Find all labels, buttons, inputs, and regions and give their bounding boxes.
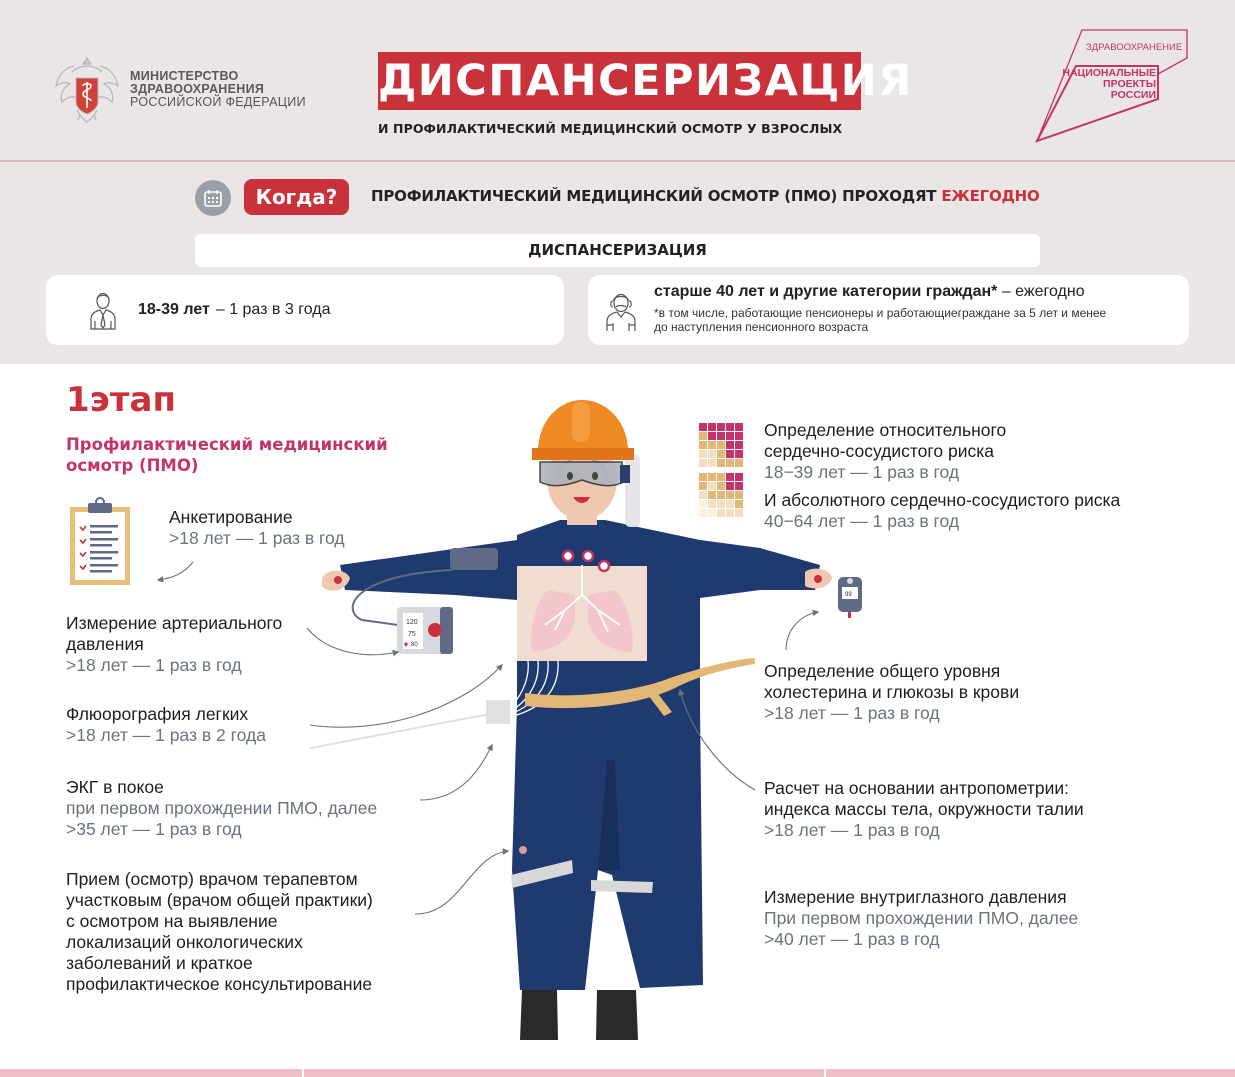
bp-pulse: 80 bbox=[411, 642, 418, 648]
item-frequency: 40−64 лет — 1 раз в год bbox=[764, 511, 960, 531]
note-line2: до наступления пенсионного возраста bbox=[654, 320, 869, 334]
note-line1: *в том числе, работающие пенсионеры и работающиеграждане за 5 лет и менее bbox=[654, 306, 1107, 320]
frequency: – ежегодно bbox=[997, 283, 1085, 300]
frequency: – 1 раз в 3 года bbox=[215, 301, 331, 318]
natproj-top: ЗДРАВООХРАНЕНИЕ bbox=[1086, 42, 1183, 53]
item-title: индекса массы тела, окружности талии bbox=[764, 799, 1084, 819]
natproj-line3: РОССИИ bbox=[1110, 89, 1156, 101]
worker-illustration bbox=[310, 395, 870, 1045]
age-card-40-plus bbox=[588, 275, 1189, 345]
bp-systolic: 120 bbox=[406, 619, 418, 626]
ministry-line1: МИНИСТЕРСТВО bbox=[130, 68, 239, 83]
item-frequency: >18 лет — 1 раз в 2 года bbox=[66, 725, 266, 745]
item-title: ЭКГ в покое bbox=[66, 777, 164, 797]
calendar-icon bbox=[195, 180, 231, 216]
ministry-line3: РОССИЙСКОЙ ФЕДЕРАЦИИ bbox=[130, 94, 306, 109]
item-title: заболеваний и краткое bbox=[66, 953, 253, 973]
footer-strip bbox=[0, 1069, 1235, 1077]
item-title: холестерина и глюкозы в крови bbox=[764, 682, 1020, 702]
footer-divider bbox=[302, 1069, 304, 1077]
item-title: Определение общего уровня bbox=[764, 661, 1001, 681]
item-title: Прием (осмотр) врачом терапевтом bbox=[66, 869, 358, 889]
pmo-title-line2: осмотр (ПМО) bbox=[66, 456, 199, 475]
clipboard-icon bbox=[68, 497, 132, 587]
young-person-icon bbox=[88, 291, 118, 331]
ministry-line2: ЗДРАВООХРАНЕНИЯ bbox=[130, 81, 265, 96]
item-frequency: >18 лет — 1 раз в год bbox=[764, 820, 940, 840]
item-frequency: 18−39 лет — 1 раз в год bbox=[764, 462, 960, 482]
natproj-line2: ПРОЕКТЫ bbox=[1103, 78, 1156, 90]
item-fluorography bbox=[66, 704, 266, 746]
coat-of-arms-icon bbox=[52, 52, 122, 126]
item-frequency: >35 лет — 1 раз в год bbox=[66, 819, 242, 839]
when-text bbox=[371, 187, 1040, 205]
item-title: локализаций онкологических bbox=[66, 932, 303, 952]
stage-title: 1этап bbox=[66, 380, 176, 420]
pmo-title-line1: Профилактический медицинский bbox=[66, 435, 388, 454]
elderly-person-icon bbox=[604, 291, 638, 333]
item-title: Измерение артериального bbox=[66, 613, 283, 633]
item-title: профилактическое консультирование bbox=[66, 974, 373, 994]
item-frequency: >18 лет — 1 раз в год bbox=[764, 703, 940, 723]
item-title: Определение относительного bbox=[764, 420, 1007, 440]
item-title: участковым (врачом общей практики) bbox=[66, 890, 373, 910]
item-title: Измерение внутриглазного давления bbox=[764, 887, 1067, 907]
age-range: 18-39 лет bbox=[138, 301, 210, 318]
age-range: старше 40 лет и другие категории граждан* bbox=[654, 283, 998, 300]
glucometer-icon bbox=[838, 577, 862, 618]
item-frequency: При первом прохождении ПМО, далее bbox=[764, 908, 1079, 928]
national-projects-logo bbox=[1030, 26, 1195, 146]
item-title: сердечно-сосудистого риска bbox=[764, 441, 995, 461]
item-frequency: >40 лет — 1 раз в год bbox=[764, 929, 940, 949]
when-text-main: ПРОФИЛАКТИЧЕСКИЙ МЕДИЦИНСКИЙ ОСМОТР (ПМО) ПРОХОДЯТ bbox=[371, 187, 937, 205]
item-frequency: >18 лет — 1 раз в год bbox=[169, 528, 345, 548]
ministry-logo bbox=[52, 52, 306, 126]
age-card-18-39 bbox=[46, 275, 564, 345]
item-title: давления bbox=[66, 634, 144, 654]
natproj-line1: НАЦИОНАЛЬНЫЕ bbox=[1062, 67, 1156, 79]
age-card-text bbox=[654, 283, 1085, 301]
bp-diastolic: 75 bbox=[408, 631, 416, 638]
item-title: И абсолютного сердечно-сосудистого риска bbox=[764, 490, 1121, 510]
item-frequency: при первом прохождении ПМО, далее bbox=[66, 798, 378, 818]
item-title: Расчет на основании антропометрии: bbox=[764, 778, 1070, 798]
item-title: Анкетирование bbox=[169, 507, 293, 527]
page-subtitle: И ПРОФИЛАКТИЧЕСКИЙ МЕДИЦИНСКИЙ ОСМОТР У ВЗРОСЛЫХ bbox=[378, 121, 843, 136]
blood-pressure-monitor-icon bbox=[397, 607, 453, 654]
item-frequency: >18 лет — 1 раз в год bbox=[66, 655, 242, 675]
footer-divider bbox=[824, 1069, 826, 1077]
item-blood-pressure bbox=[66, 613, 282, 676]
glucose-reading: 99 bbox=[845, 592, 852, 598]
page-title: ДИСПАНСЕРИЗАЦИЯ bbox=[378, 52, 861, 110]
when-badge: Когда? bbox=[244, 179, 349, 215]
when-highlight: ЕЖЕГОДНО bbox=[941, 187, 1040, 205]
header bbox=[0, 0, 1235, 162]
item-title: с осмотром на выявление bbox=[66, 911, 278, 931]
age-card-text bbox=[138, 301, 330, 319]
item-title: Флюорография легких bbox=[66, 704, 249, 724]
age-card-note bbox=[654, 306, 1106, 334]
dispensary-title: ДИСПАНСЕРИЗАЦИЯ bbox=[195, 234, 1040, 267]
